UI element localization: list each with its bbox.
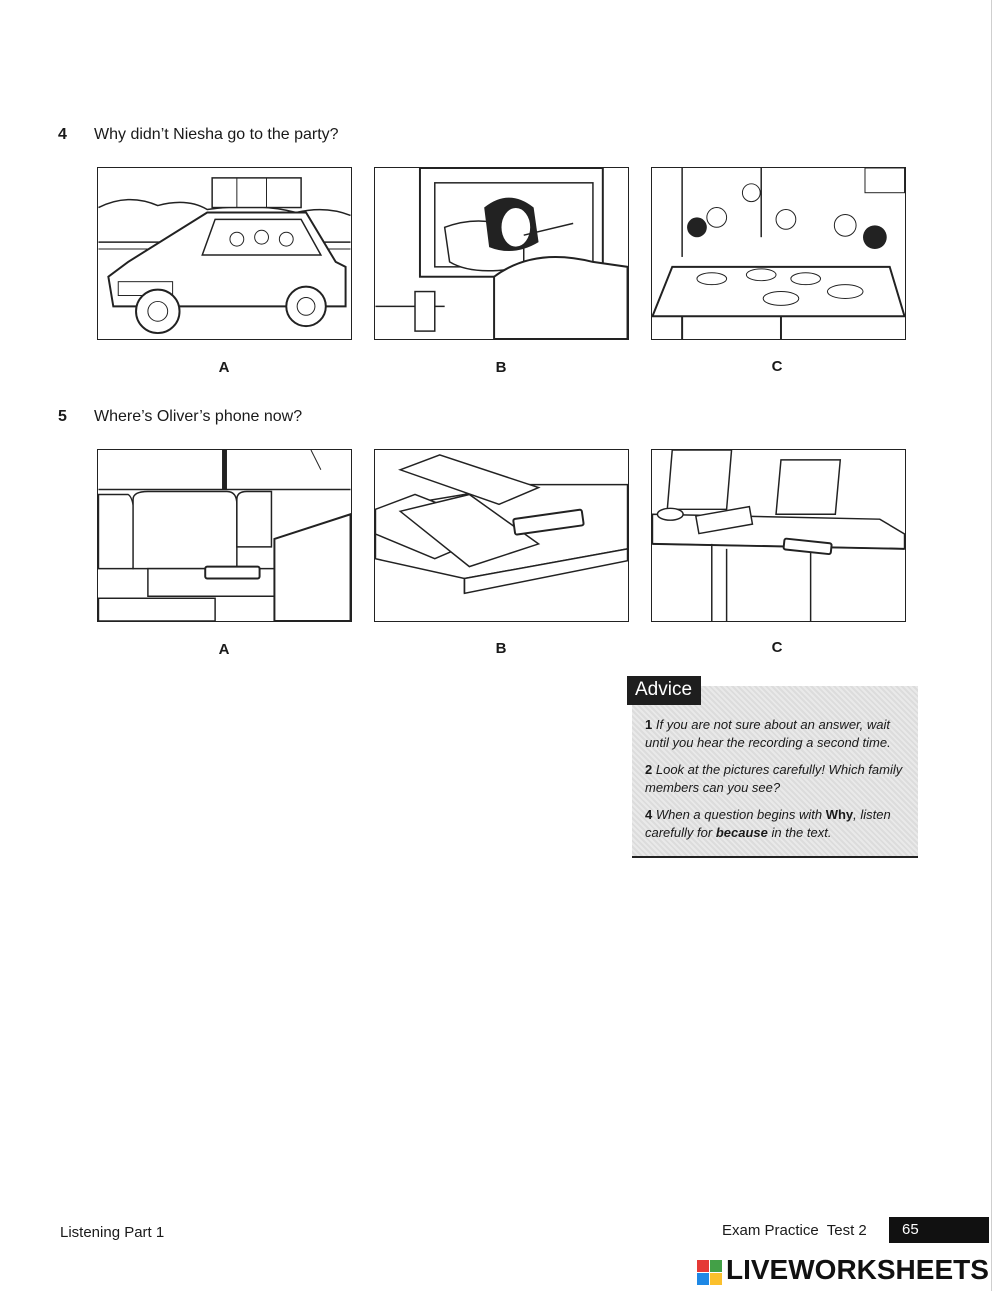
option-letter: A — [218, 359, 230, 376]
option-5c-picture[interactable] — [651, 449, 906, 622]
question-5 — [58, 408, 302, 426]
option-4b-picture[interactable] — [374, 167, 629, 340]
option-letter: A — [218, 641, 230, 658]
option-letter: B — [495, 359, 507, 376]
option-letter: C — [771, 358, 783, 375]
advice-item-number: 4 — [645, 807, 653, 822]
liveworksheets-logo-icon — [697, 1260, 723, 1286]
question-text: Where’s Oliver’s phone now? — [94, 408, 303, 425]
option-letter: B — [495, 640, 507, 657]
advice-item — [645, 806, 910, 842]
question-4 — [58, 126, 339, 144]
option-letter: C — [771, 639, 783, 656]
advice-item — [645, 716, 910, 752]
footer-section: Listening Part 1 — [60, 1224, 165, 1241]
advice-item-text: in the text. — [767, 825, 832, 840]
page-edge — [991, 0, 992, 1291]
advice-item-text: When a question begins with — [655, 807, 826, 822]
page-number: 65 — [889, 1217, 989, 1243]
option-4c-picture[interactable] — [651, 167, 906, 340]
option-4a-picture[interactable] — [97, 167, 352, 340]
footer-test: Exam Practice Test 2 — [722, 1222, 867, 1239]
phone-under-books-picture — [375, 450, 628, 621]
question-text: Why didn’t Niesha go to the party? — [94, 126, 339, 143]
advice-item-number: 2 — [645, 762, 653, 777]
liveworksheets-brand: LIVEWORKSHEETS — [726, 1254, 989, 1285]
question-number: 5 — [58, 408, 67, 425]
question-number: 4 — [58, 126, 67, 143]
advice-keyword: Why — [825, 807, 854, 822]
option-5a-picture[interactable] — [97, 449, 352, 622]
phone-on-table-picture — [652, 450, 905, 621]
sick-in-bed-picture — [375, 168, 628, 339]
advice-item-text: If you are not sure about an answer, wait until you hear the recording a second time. — [645, 717, 891, 750]
family-car-trip-picture — [98, 168, 351, 339]
advice-title: Advice — [627, 676, 701, 705]
advice-item — [645, 761, 910, 797]
family-dinner-picture — [652, 168, 905, 339]
phone-on-sofa-picture — [98, 450, 351, 621]
advice-item-text: Look at the pictures carefully! Which family members can you see? — [645, 762, 903, 795]
advice-keyword: because — [715, 825, 768, 840]
advice-item-number: 1 — [645, 717, 653, 732]
advice-box — [632, 679, 918, 858]
advice-item-text: , listen carefully for — [645, 807, 891, 840]
option-5b-picture[interactable] — [374, 449, 629, 622]
